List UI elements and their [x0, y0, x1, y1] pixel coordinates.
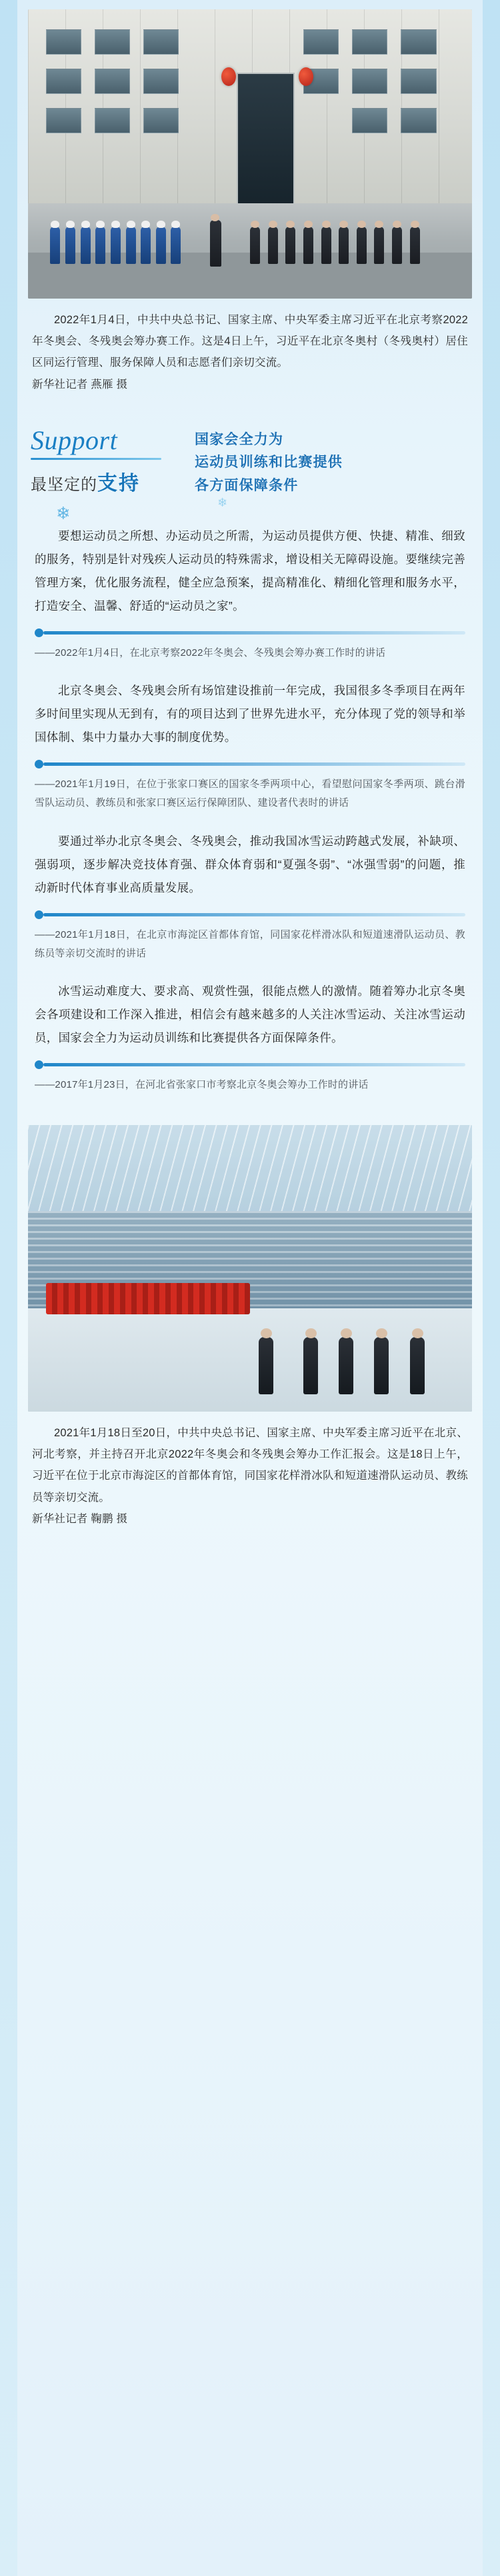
- quote-item: [35, 679, 465, 812]
- title-cn-strong: 支持: [97, 472, 140, 495]
- lantern-icon: [299, 67, 313, 86]
- title-line-2: 运动员训练和比赛提供: [195, 455, 343, 471]
- title-left-group: [31, 425, 184, 496]
- quote-source: ——2017年1月23日，在河北省张家口市考察北京冬奥会筹办工作时的讲话: [35, 1079, 369, 1091]
- divider-dot-icon: [35, 1060, 43, 1069]
- footer-spacer: [17, 1535, 483, 1552]
- top-photo: [28, 9, 472, 299]
- photo-entrance: [237, 73, 295, 206]
- arena-roof: [28, 1125, 472, 1222]
- divider-dot-icon: [35, 910, 43, 919]
- divider-dot-icon: [35, 629, 43, 637]
- top-photo-caption: [17, 299, 483, 401]
- title-cn-prefix: 最坚定的: [31, 475, 97, 494]
- quote-divider: [35, 910, 465, 919]
- divider-dot-icon: [35, 760, 43, 768]
- section-title-band: [17, 413, 483, 523]
- title-underline: [31, 458, 161, 460]
- divider-line: [43, 762, 465, 766]
- article-content: [17, 0, 483, 1552]
- quote-source: ——2022年1月4日，在北京考察2022年冬奥会、冬残奥会筹办赛工作时的讲话: [35, 646, 386, 658]
- lantern-icon: [221, 67, 236, 86]
- quote-text: 要想运动员之所想、办运动员之所需，为运动员提供方便、快捷、精准、细致的服务，特别是针对残疾人运动员的特殊需求，增设相关无障碍设施。要继续完善管理方案，优化服务流程，健全应急预案，提高精准化、精细化管理和服务水平，打造安全、温馨、舒适的“运动员之家”。: [35, 529, 465, 613]
- divider-line: [43, 913, 465, 916]
- title-chinese-lead: [31, 467, 184, 496]
- quote-item: [35, 980, 465, 1094]
- top-photo-block: [17, 0, 483, 299]
- quote-text: 要通过举办北京冬奥会、冬残奥会，推动我国冰雪运动跨越式发展，补缺项、强弱项，逐步解决竞技体育强、群众体育弱和“夏强冬弱”、“冰强雪弱”的问题，推动新时代体育事业高质量发展。: [35, 834, 465, 894]
- athletes-red-uniform-row: [46, 1283, 250, 1314]
- divider-line: [43, 1063, 465, 1066]
- quote-text: 冰雪运动难度大、要求高、观赏性强，很能点燃人的激情。随着筹办北京冬奥会各项建设和工作深入推进，相信会有越来越多的人关注冰雪运动、关注冰雪运动员，国家会全力为运动员训练和比赛提供各方面保障条件。: [35, 984, 465, 1045]
- title-line-3: 各方面保障条件: [195, 477, 299, 493]
- quote-divider: [35, 760, 465, 768]
- quote-divider: [35, 629, 465, 637]
- quote-divider: [35, 1060, 465, 1069]
- quote-source: ——2021年1月19日，在位于张家口赛区的国家冬季两项中心，看望慰问国家冬季两项、跳台滑雪队运动员、教练员和张家口赛区运行保障团队、建设者代表时的讲话: [35, 778, 465, 809]
- top-caption-text: 2022年1月4日，中共中央总书记、国家主席、中央军委主席习近平在北京考察2022年冬奥会、冬残奥会筹办赛工作。这是4日上午，习近平在北京冬奥村（冬残奥村）居住区同运行管理、服务保障人员和志愿者们亲切交流。: [32, 314, 468, 369]
- quote-source: ——2021年1月18日，在北京市海淀区首都体育馆，同国家花样滑冰队和短道速滑队运动员、教练员等亲切交流时的讲话: [35, 928, 465, 959]
- quote-list: [17, 518, 483, 1119]
- quote-item: [35, 525, 465, 662]
- quote-item: [35, 830, 465, 963]
- top-caption-credit: 新华社记者 燕雁 摄: [32, 378, 128, 391]
- divider-line: [43, 631, 465, 635]
- snowflake-icon: ❄: [217, 495, 228, 509]
- snowflake-icon: ❄: [56, 503, 71, 523]
- bottom-photo-caption: [17, 1412, 483, 1535]
- bottom-photo: [28, 1125, 472, 1412]
- title-english-word: Support: [31, 425, 118, 455]
- bottom-caption-credit: 新华社记者 鞠鹏 摄: [32, 1512, 128, 1525]
- quote-text: 北京冬奥会、冬残奥会所有场馆建设推前一年完成，我国很多冬季项目在两年多时间里实现从无到有，有的项目达到了世界先进水平，充分体现了党的领导和举国体制、集中力量办大事的制度优势。: [35, 684, 465, 744]
- left-rail-decoration: [0, 0, 17, 2576]
- bottom-photo-block: [17, 1118, 483, 1412]
- bottom-caption-text: 2021年1月18日至20日，中共中央总书记、国家主席、中央军委主席习近平在北京、河北考察，并主持召开北京2022年冬奥会和冬残奥会筹办工作汇报会。这是18日上午，习近平在位于北京市海淀区的首都体育馆，同国家花样滑冰队和短道速滑队运动员、教练员等亲切交流。: [32, 1427, 468, 1504]
- title-right-group: [195, 425, 469, 498]
- right-rail-decoration: [483, 0, 500, 2576]
- title-line-1: 国家会全力为: [195, 431, 284, 447]
- arena-ice-surface: [28, 1308, 472, 1412]
